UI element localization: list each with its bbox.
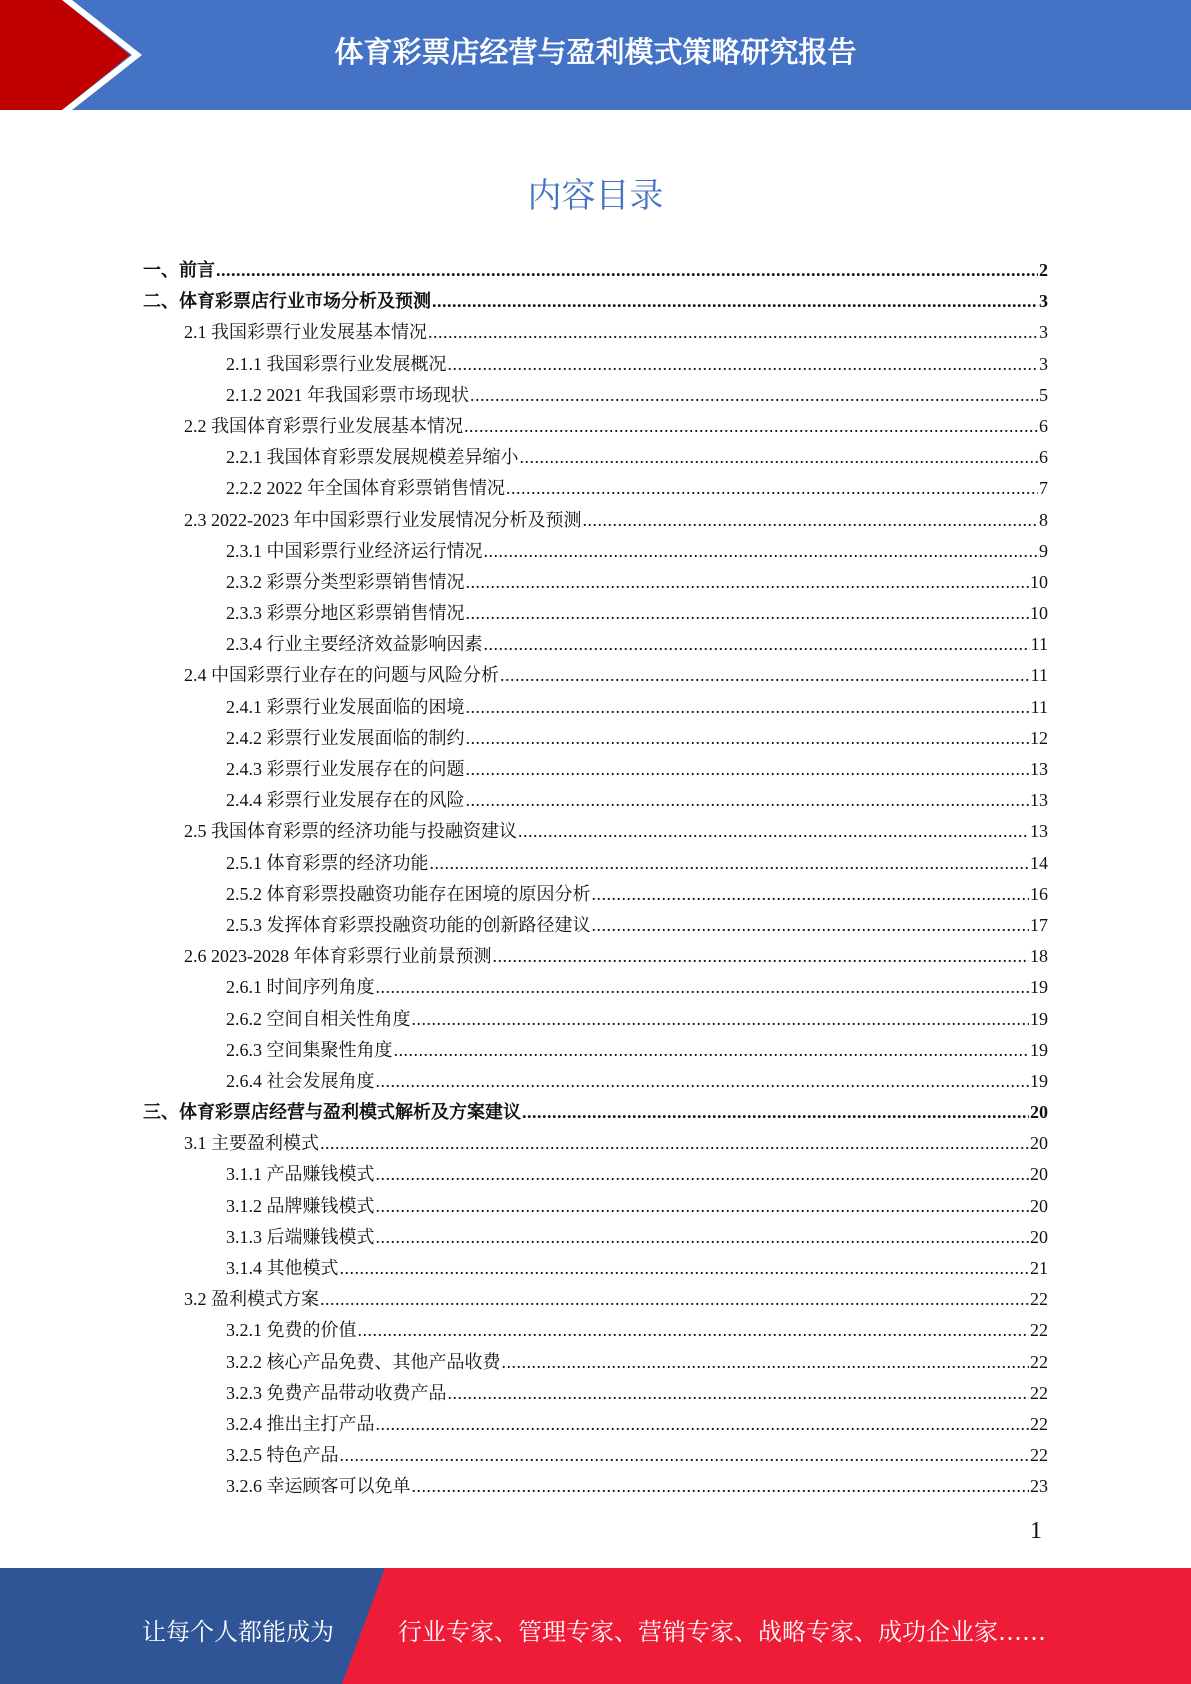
toc-leader-dots	[522, 1102, 1029, 1123]
toc-entry[interactable]	[143, 1129, 1048, 1160]
toc-entry-page: 6	[1039, 415, 1048, 436]
toc-entry-label: 3.1.4 其他模式	[226, 1258, 339, 1278]
toc-leader-dots	[376, 1414, 1030, 1435]
toc-entry-label: 2.4.4 彩票行业发展存在的风险	[226, 790, 465, 811]
toc-entry[interactable]	[143, 506, 1048, 537]
toc-entry-label: 2.4.2 彩票行业发展面临的制约	[226, 727, 465, 748]
toc-leader-dots	[592, 884, 1030, 905]
toc-entry-label: 2.1.2 2021 年我国彩票市场现状	[226, 384, 469, 405]
toc-entry[interactable]	[143, 1098, 1048, 1129]
toc-entry-page: 5	[1039, 384, 1048, 405]
toc-entry-label: 2.3.1 中国彩票行业经济运行情况	[226, 540, 483, 561]
toc-entry[interactable]	[143, 880, 1048, 911]
toc-entry-page: 13	[1030, 759, 1048, 779]
toc-entry-label: 3.1 主要盈利模式	[184, 1133, 319, 1154]
toc-entry[interactable]	[143, 381, 1048, 412]
toc-entry-page: 20	[1030, 1195, 1048, 1216]
toc-entry-page: 20	[1030, 1226, 1048, 1247]
toc-leader-dots	[376, 1164, 1030, 1185]
toc-leader-dots	[340, 1445, 1030, 1466]
toc-leader-dots	[502, 1352, 1030, 1373]
toc-entry-label: 2.3 2022-2023 年中国彩票行业发展情况分析及预测	[184, 509, 582, 530]
toc-leader-dots	[466, 572, 1030, 593]
toc-entry-page: 20	[1030, 1133, 1048, 1154]
toc-entry-page: 22	[1030, 1445, 1048, 1466]
toc-entry-page: 3	[1039, 322, 1048, 343]
toc-leader-dots	[592, 915, 1030, 936]
toc-entry-page: 3	[1039, 291, 1048, 312]
toc-entry-label: 三、体育彩票店经营与盈利模式解析及方案建议	[143, 1102, 521, 1123]
toc-entry[interactable]	[143, 693, 1048, 724]
toc-entry-label: 2.3.2 彩票分类型彩票销售情况	[226, 571, 465, 592]
toc-entry[interactable]	[143, 1285, 1048, 1316]
toc-entry-label: 3.2.2 核心产品免费、其他产品收费	[226, 1351, 501, 1372]
toc-leader-dots	[484, 541, 1039, 562]
toc-entry[interactable]	[143, 1441, 1048, 1472]
toc-entry[interactable]	[143, 256, 1048, 287]
toc-leader-dots	[470, 385, 1038, 406]
toc-entry-page: 22	[1030, 1382, 1048, 1403]
toc-leader-dots	[428, 322, 1038, 343]
toc-entry-page: 2	[1039, 260, 1048, 280]
toc-entry-page: 19	[1030, 1008, 1048, 1029]
toc-entry[interactable]	[143, 661, 1048, 692]
toc-entry[interactable]	[143, 1223, 1048, 1254]
toc-entry-label: 2.2.1 我国体育彩票发展规模差异缩小	[226, 447, 519, 468]
toc-leader-dots	[493, 946, 1030, 967]
toc-entry-page: 14	[1030, 852, 1048, 873]
toc-entry[interactable]	[143, 1316, 1048, 1347]
toc-heading: 内容目录	[527, 178, 664, 215]
toc-entry-label: 2.6.2 空间自相关性角度	[226, 1008, 411, 1029]
toc-entry[interactable]	[143, 350, 1048, 381]
toc-entry[interactable]	[143, 568, 1048, 599]
toc-entry[interactable]	[143, 1036, 1048, 1067]
toc-entry-page: 22	[1030, 1289, 1048, 1310]
toc-entry-page: 13	[1030, 790, 1048, 811]
toc-leader-dots	[432, 291, 1038, 312]
toc-entry-label: 2.6.1 时间序列角度	[226, 977, 375, 998]
footer-slogan-left: 让每个人都能成为	[142, 1618, 334, 1646]
toc-leader-dots	[506, 478, 1038, 499]
toc-leader-dots	[376, 1196, 1030, 1217]
toc-entry-label: 2.3.4 行业主要经济效益影响因素	[226, 634, 483, 655]
toc-entry-label: 3.2.1 免费的价值	[226, 1320, 357, 1341]
toc-leader-dots	[466, 759, 1030, 780]
toc-entry-page: 22	[1030, 1413, 1048, 1434]
table-of-contents	[143, 256, 1048, 1504]
toc-entry-page: 9	[1039, 540, 1048, 561]
toc-entry-label: 2.4.1 彩票行业发展面临的困境	[226, 696, 465, 717]
toc-entry-label: 2.2 我国体育彩票行业发展基本情况	[184, 415, 463, 436]
toc-entry[interactable]	[143, 537, 1048, 568]
toc-entry[interactable]	[143, 755, 1048, 786]
toc-leader-dots	[412, 1009, 1030, 1030]
toc-entry[interactable]	[143, 1067, 1048, 1098]
toc-leader-dots	[448, 354, 1039, 375]
toc-leader-dots	[466, 603, 1030, 624]
page-header	[0, 0, 1191, 110]
toc-leader-dots	[466, 790, 1030, 811]
toc-entry[interactable]	[143, 1472, 1048, 1503]
toc-entry[interactable]	[143, 1254, 1048, 1285]
toc-entry-label: 2.2.2 2022 年全国体育彩票销售情况	[226, 478, 505, 499]
page-footer	[0, 1568, 1191, 1684]
toc-entry[interactable]	[143, 1005, 1048, 1036]
toc-entry[interactable]	[143, 474, 1048, 505]
toc-leader-dots	[484, 634, 1030, 655]
toc-entry-label: 3.2.5 特色产品	[226, 1445, 339, 1466]
toc-entry[interactable]	[143, 942, 1048, 973]
toc-leader-dots	[320, 1133, 1029, 1154]
toc-entry-label: 3.1.3 后端赚钱模式	[226, 1226, 375, 1247]
toc-entry-page: 20	[1030, 1164, 1048, 1185]
toc-entry-page: 17	[1030, 914, 1048, 935]
toc-entry-page: 12	[1030, 727, 1048, 748]
toc-entry-page: 19	[1030, 1039, 1048, 1060]
toc-entry-label: 2.5.3 发挥体育彩票投融资功能的创新路径建议	[226, 914, 591, 935]
toc-leader-dots	[430, 853, 1030, 874]
toc-entry-page: 23	[1030, 1476, 1048, 1497]
toc-leader-dots	[376, 977, 1030, 998]
toc-entry[interactable]	[143, 1379, 1048, 1410]
toc-entry[interactable]	[143, 1410, 1048, 1441]
report-title: 体育彩票店经营与盈利模式策略研究报告	[334, 37, 857, 69]
toc-entry[interactable]	[143, 849, 1048, 880]
toc-leader-dots	[520, 447, 1039, 468]
toc-entry[interactable]	[143, 724, 1048, 755]
toc-entry-label: 3.1.2 品牌赚钱模式	[226, 1195, 375, 1216]
toc-entry-page: 11	[1030, 665, 1048, 686]
toc-entry-page: 18	[1030, 946, 1048, 967]
toc-entry[interactable]	[143, 412, 1048, 443]
toc-entry-label: 2.5 我国体育彩票的经济功能与投融资建议	[184, 821, 517, 842]
toc-entry-page: 7	[1039, 478, 1048, 499]
toc-entry-page: 10	[1030, 571, 1048, 592]
toc-entry[interactable]	[143, 443, 1048, 474]
toc-entry-page: 22	[1030, 1351, 1048, 1372]
page-number: 1	[1030, 1518, 1042, 1544]
toc-leader-dots	[464, 416, 1038, 437]
toc-entry-page: 11	[1030, 696, 1048, 717]
toc-leader-dots	[376, 1071, 1030, 1092]
toc-leader-dots	[518, 821, 1029, 842]
toc-entry-page: 8	[1039, 509, 1048, 530]
toc-entry-page: 19	[1030, 1070, 1048, 1091]
toc-entry-label: 3.2.4 推出主打产品	[226, 1413, 375, 1434]
toc-leader-dots	[320, 1289, 1029, 1310]
toc-leader-dots	[466, 728, 1030, 749]
toc-entry-page: 10	[1030, 603, 1048, 624]
toc-entry[interactable]	[143, 630, 1048, 661]
toc-entry[interactable]	[143, 786, 1048, 817]
toc-entry-label: 2.6.4 社会发展角度	[226, 1070, 375, 1091]
toc-entry-label: 3.1.1 产品赚钱模式	[226, 1164, 375, 1185]
toc-entry-label: 3.2.3 免费产品带动收费产品	[226, 1382, 447, 1403]
toc-entry[interactable]	[143, 911, 1048, 942]
toc-entry-page: 3	[1039, 353, 1048, 374]
toc-leader-dots	[358, 1320, 1030, 1341]
footer-slogan-right: 行业专家、管理专家、营销专家、战略专家、成功企业家……	[398, 1618, 1046, 1646]
toc-entry-page: 11	[1030, 634, 1048, 655]
toc-entry-page: 20	[1030, 1102, 1048, 1123]
toc-entry-page: 22	[1030, 1320, 1048, 1341]
toc-entry-label: 3.2 盈利模式方案	[184, 1289, 319, 1310]
toc-leader-dots	[340, 1258, 1030, 1279]
toc-leader-dots	[448, 1383, 1030, 1404]
toc-entry-page: 6	[1039, 447, 1048, 468]
toc-entry-label: 2.5.2 体育彩票投融资功能存在困境的原因分析	[226, 883, 591, 904]
toc-leader-dots	[466, 697, 1030, 718]
toc-entry[interactable]	[143, 817, 1048, 848]
toc-leader-dots	[376, 1227, 1030, 1248]
toc-entry-page: 16	[1030, 883, 1048, 904]
toc-entry-page: 19	[1030, 977, 1048, 998]
toc-leader-dots	[412, 1476, 1030, 1497]
toc-entry-label: 一、前言	[143, 260, 215, 280]
toc-entry-label: 2.5.1 体育彩票的经济功能	[226, 852, 429, 873]
toc-entry[interactable]	[143, 318, 1048, 349]
toc-leader-dots	[583, 510, 1039, 531]
toc-entry[interactable]	[143, 973, 1048, 1004]
toc-entry-page: 21	[1030, 1258, 1048, 1278]
toc-leader-dots	[500, 665, 1030, 686]
toc-entry-page: 13	[1030, 821, 1048, 842]
toc-entry-label: 2.1 我国彩票行业发展基本情况	[184, 322, 427, 343]
toc-entry-label: 2.6 2023-2028 年体育彩票行业前景预测	[184, 946, 492, 967]
toc-entry[interactable]	[143, 599, 1048, 630]
toc-entry-label: 2.6.3 空间集聚性角度	[226, 1039, 393, 1060]
toc-entry[interactable]	[143, 1192, 1048, 1223]
toc-entry-label: 2.3.3 彩票分地区彩票销售情况	[226, 603, 465, 624]
toc-leader-dots	[394, 1040, 1030, 1061]
toc-entry[interactable]	[143, 1160, 1048, 1191]
toc-entry-label: 2.1.1 我国彩票行业发展概况	[226, 353, 447, 374]
toc-entry-label: 2.4 中国彩票行业存在的问题与风险分析	[184, 665, 499, 686]
toc-entry[interactable]	[143, 1348, 1048, 1379]
toc-entry-label: 2.4.3 彩票行业发展存在的问题	[226, 759, 465, 779]
toc-leader-dots	[216, 260, 1038, 281]
toc-entry[interactable]	[143, 287, 1048, 318]
toc-entry-label: 二、体育彩票店行业市场分析及预测	[143, 291, 431, 312]
toc-entry-label: 3.2.6 幸运顾客可以免单	[226, 1476, 411, 1497]
